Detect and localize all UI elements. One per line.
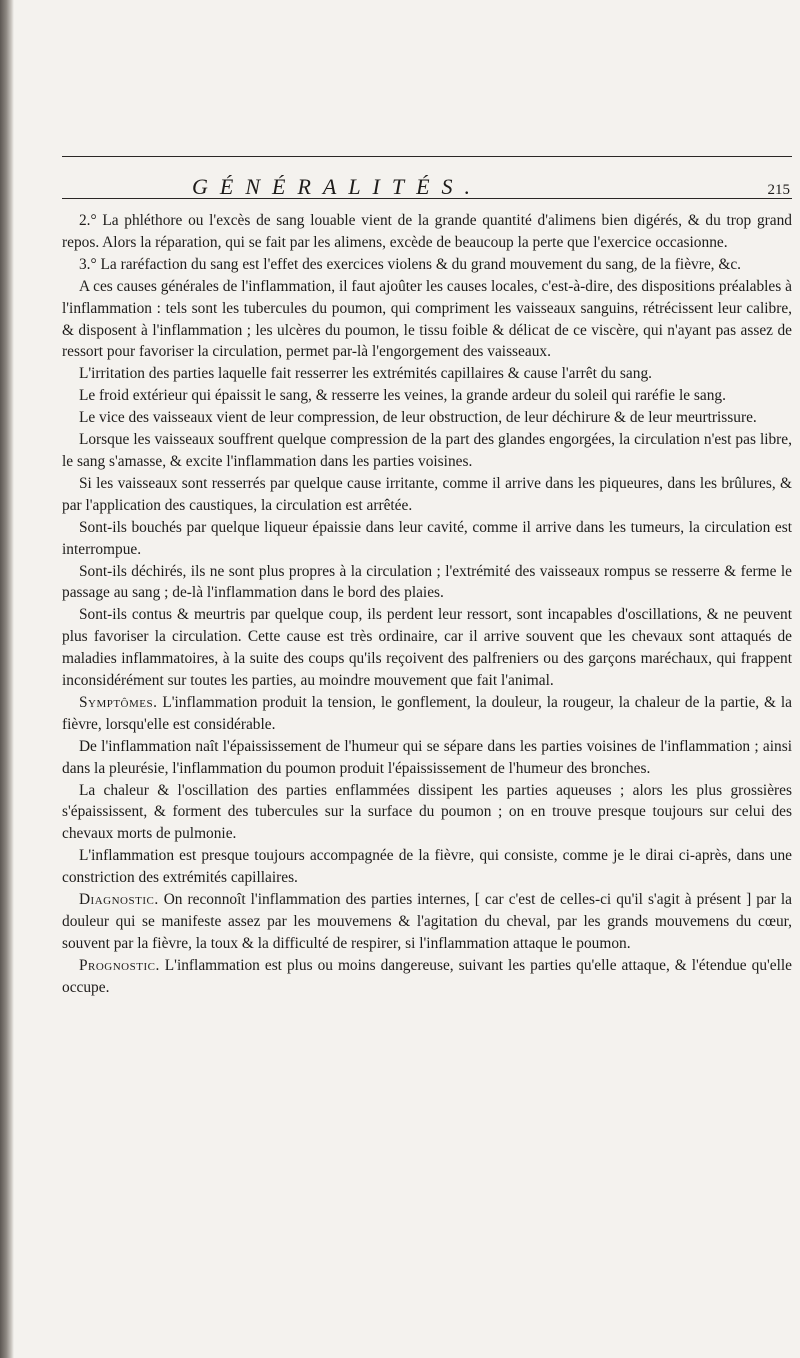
section-lead-prognostic: Prognostic. xyxy=(78,956,160,974)
page-number: 215 xyxy=(767,182,790,198)
body-text xyxy=(62,210,792,999)
paragraph: L'inflammation est presque toujours accompagnée de la fièvre, qui consiste, comme je le dirai ci-après, dans une constriction des extrémités capillaires. xyxy=(62,847,792,887)
paragraph: Sont-ils déchirés, ils ne sont plus propres à la circulation ; l'extrémité des vaisseaux rompus se resserre & ferme le passage au sang ; de-là l'inflammation dans le bord des plaies. xyxy=(62,562,792,602)
paragraph: Si les vaisseaux sont resserrés par quelque cause irritante, comme il arrive dans les piqueures, dans les brûlures, & par l'application des caustiques, la circulation est arrêtée. xyxy=(62,474,792,514)
paragraph: 2.° La phléthore ou l'excès de sang louable vient de la grande quantité d'alimens bien digérés, & du trop grand repos. Alors la réparation, qui se fait par les alimens, excède de beaucoup la perte que l'exercice occasionne. xyxy=(62,212,792,251)
paragraph: L'irritation des parties laquelle fait resserrer les extrémités capillaires & cause l'arrêt du sang. xyxy=(78,365,652,383)
running-head: GÉNÉRALITÉS. xyxy=(192,174,483,199)
paragraph: La chaleur & l'oscillation des parties enflammées dissipent les parties aqueuses ; alors les plus grossières s'épaississent, & forment des tubercules sur la surface du poumon ; on en trouve presque toujours sur celui des chevaux morts de pulmonie. xyxy=(62,781,792,843)
paragraph: A ces causes générales de l'inflammation, il faut ajoûter les causes locales, c'est-à-dire, des dispositions préalables à l'inflammation : tels sont les tubercules du poumon, qui compriment les vaisseaux sanguins, rétrécissent leur calibre, & disposent à l'inflammation ; les ulcères du poumon, le tissu foible & délicat de ce viscère, qui n'ayant pas assez de ressort pour favoriser la circulation, permet par-là l'engorgement des vaisseaux. xyxy=(62,277,792,361)
paragraph-text: On reconnoît l'inflammation des parties internes, [ car c'est de celles-ci qu'il s'agit à présent ] par la douleur qui se manifeste assez par les mouvemens & l'agitation du cheval, par les grands mouvemens du cœur, souvent par la fièvre, la toux & la difficulté de respirer, si l'inflammation attaque le poumon. xyxy=(62,891,792,952)
paragraph: Sont-ils contus & meurtris par quelque coup, ils perdent leur ressort, sont incapables d'oscillations, & ne peuvent plus favoriser la circulation. Cette cause est très ordinaire, car il arrive souvent que les chevaux sont attaqués de maladies inflammatoires, à la suite des coups qu'ils reçoivent des palfreniers ou des garçons maréchaux, qui frappent inconsidérément sur toutes les parties, au moindre mouvement que fait l'animal. xyxy=(62,606,792,690)
paragraph: Le froid extérieur qui épaissit le sang, & resserre les veines, la grande ardeur du soleil qui raréfie le sang. xyxy=(78,387,726,405)
paragraph-symptomes xyxy=(62,692,792,736)
paragraph-text: L'inflammation produit la tension, le gonflement, la douleur, la rougeur, la chaleur de la partie, & la fièvre, lorsqu'elle est considérable. xyxy=(62,693,792,733)
section-lead-symptomes: Symptômes. xyxy=(78,693,158,711)
paragraph: De l'inflammation naît l'épaississement de l'humeur qui se sépare dans les parties voisines de l'inflammation ; ainsi dans la pleurésie, l'inflammation du poumon produit l'épaississement de l'humeur des bronches. xyxy=(62,737,792,777)
header-rule-bottom xyxy=(62,198,792,199)
paragraph-text: L'inflammation est plus ou moins dangereuse, suivant les parties qu'elle attaque, & l'étendue qu'elle occupe. xyxy=(62,956,792,996)
header-rule-top xyxy=(62,156,792,157)
paragraph-prognostic xyxy=(62,955,792,999)
paragraph: Le vice des vaisseaux vient de leur compression, de leur obstruction, de leur déchirure & de leur meurtrissure. xyxy=(78,409,757,427)
paragraph-diagnostic xyxy=(62,889,792,955)
paragraph: Lorsque les vaisseaux souffrent quelque compression de la part des glandes engorgées, la circulation n'est pas libre, le sang s'amasse, & excite l'inflammation dans les parties voisines. xyxy=(62,431,792,470)
section-lead-diagnostic: Diagnostic. xyxy=(78,891,159,909)
paragraph: 3.° La raréfaction du sang est l'effet des exercices violens & du grand mouvement du sang, de la fièvre, &c. xyxy=(78,255,742,273)
binding-shadow xyxy=(0,0,14,1358)
paragraph: Sont-ils bouchés par quelque liqueur épaissie dans leur cavité, comme il arrive dans les tumeurs, la circulation est interrompue. xyxy=(62,518,792,558)
